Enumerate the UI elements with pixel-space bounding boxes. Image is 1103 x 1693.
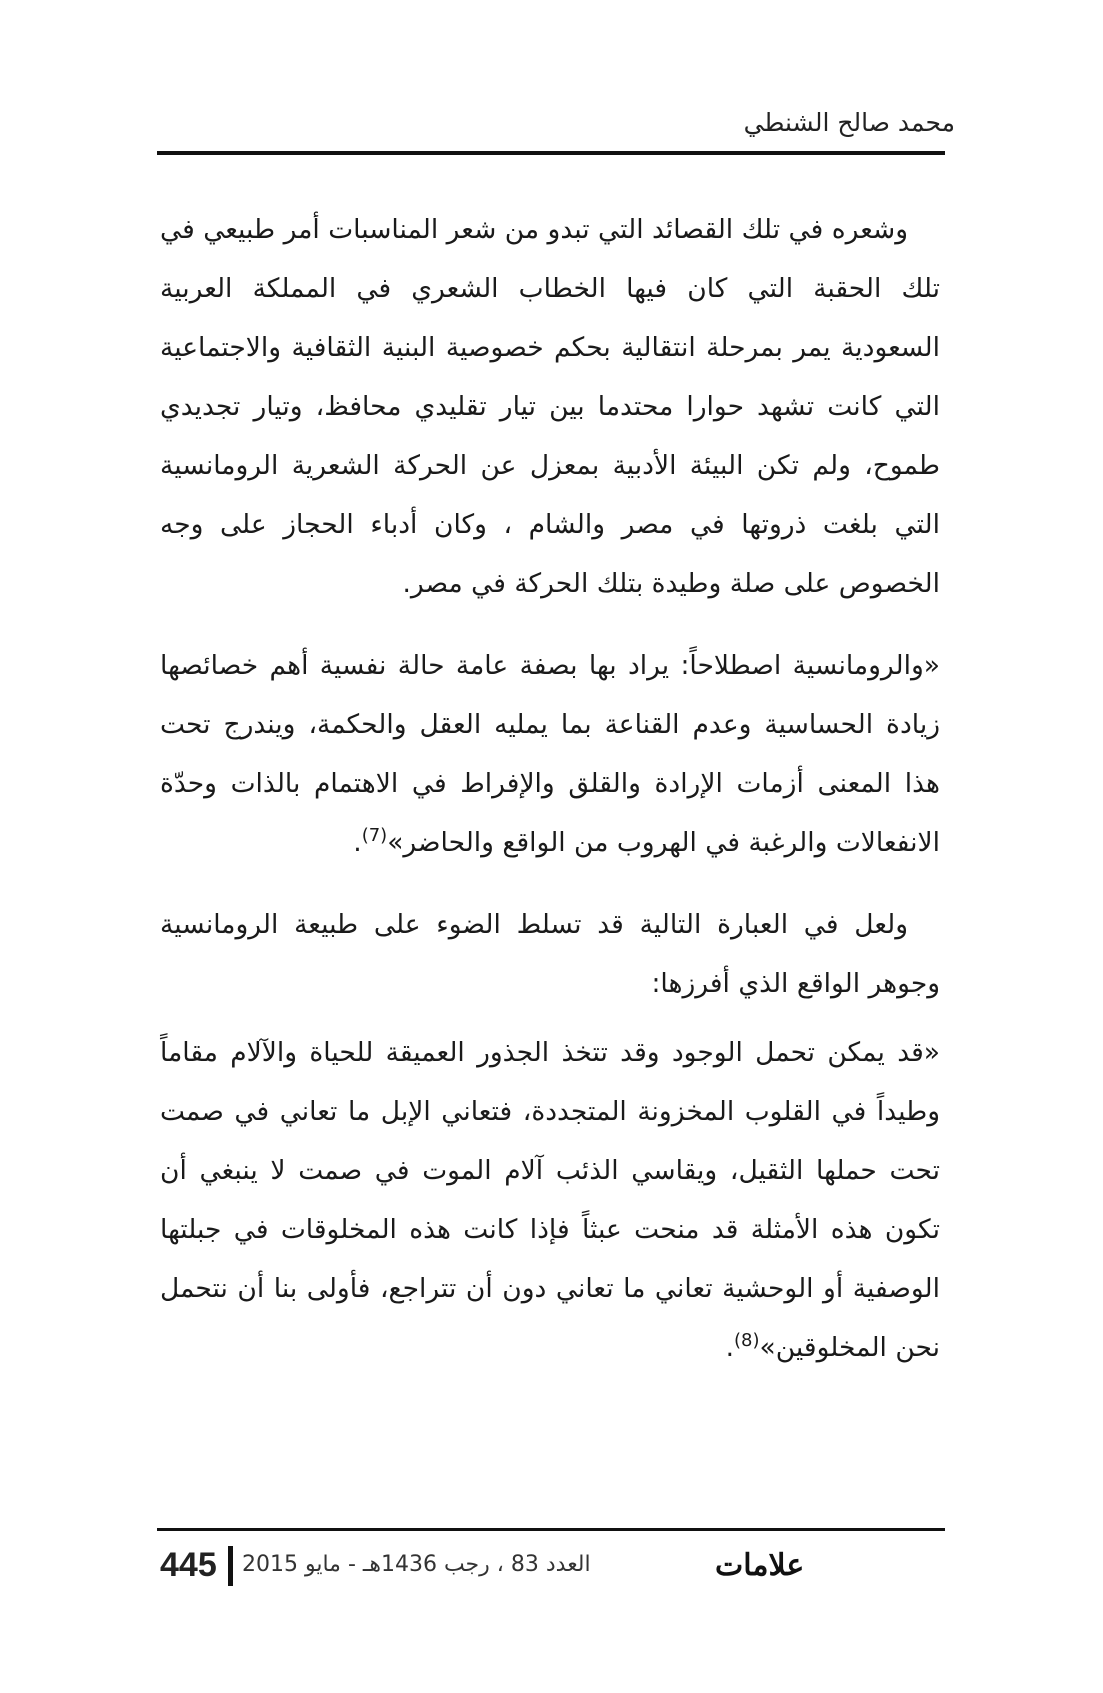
quote-endurance [160,1023,940,1377]
header-rule [157,151,945,155]
quote-romanticism-definition [160,636,940,872]
paragraph-2 [160,895,940,1013]
journal-logo: علامات [715,1548,805,1583]
paragraph-2-text: ولعل في العبارة التالية قد تسلط الضوء على طبيعة الرومانسية وجوهر الواقع الذي أفرزها: [160,909,940,999]
quote-2-text: «قد يمكن تحمل الوجود وقد تتخذ الجذور العميقة للحياة والآلام مقاماً وطيداً في القلوب المخزونة المتجددة، فتعاني الإبل ما تعاني في صمت تحت حملها الثقيل، ويقاسي الذئب آلام الموت في صمت لا ينبغي أن تكون هذه الأمثلة قد منحت عبثاً فإذا كانت هذه المخلوقات في جبلتها الوصفية أو الوحشية تعاني ما تعاني دون أن تتراجع، فأولى بنا أن نتحمل نحن المخلوقين» [160,1037,940,1363]
issue-info: العدد 83 ، رجب 1436هـ - مايو 2015 [242,1552,591,1577]
quote-2-period: . [725,1332,735,1363]
footer-separator-bar [228,1546,233,1586]
page-number: 445 [160,1546,217,1584]
page-footer [160,1542,940,1592]
footer-rule [157,1528,945,1531]
footnote-ref-8[interactable]: (8) [734,1330,760,1352]
article-body [160,200,940,1400]
quote-1-text: «والرومانسية اصطلاحاً: يراد بها بصفة عامة حالة نفسية أهم خصائصها زيادة الحساسية وعدم القناعة بما يمليه العقل والحكمة، ويندرج تحت هذا المعنى أزمات الإرادة والقلق والإفراط في الاهتمام بالذات وحدّة الانفعالات والرغبة في الهروب من الواقع والحاضر» [160,650,940,858]
paragraph-1-text: وشعره في تلك القصائد التي تبدو من شعر المناسبات أمر طبيعي في تلك الحقبة التي كان فيها الخطاب الشعري في المملكة العربية السعودية يمر بمرحلة انتقالية بحكم خصوصية البنية الثقافية والاجتماعية التي كانت تشهد حوارا محتدما بين تيار تقليدي محافظ، وتيار تجديدي طموح، ولم تكن البيئة الأدبية بمعزل عن الحركة الشعرية الرومانسية التي بلغت ذروتها في مصر والشام ، وكان أدباء الحجاز على وجه الخصوص على صلة وطيدة بتلك الحركة في مصر. [160,214,940,599]
running-header-author: محمد صالح الشنطي [743,108,955,137]
paragraph-1 [160,200,940,613]
footnote-ref-7[interactable]: (7) [361,825,388,847]
quote-1-period: . [353,827,362,858]
